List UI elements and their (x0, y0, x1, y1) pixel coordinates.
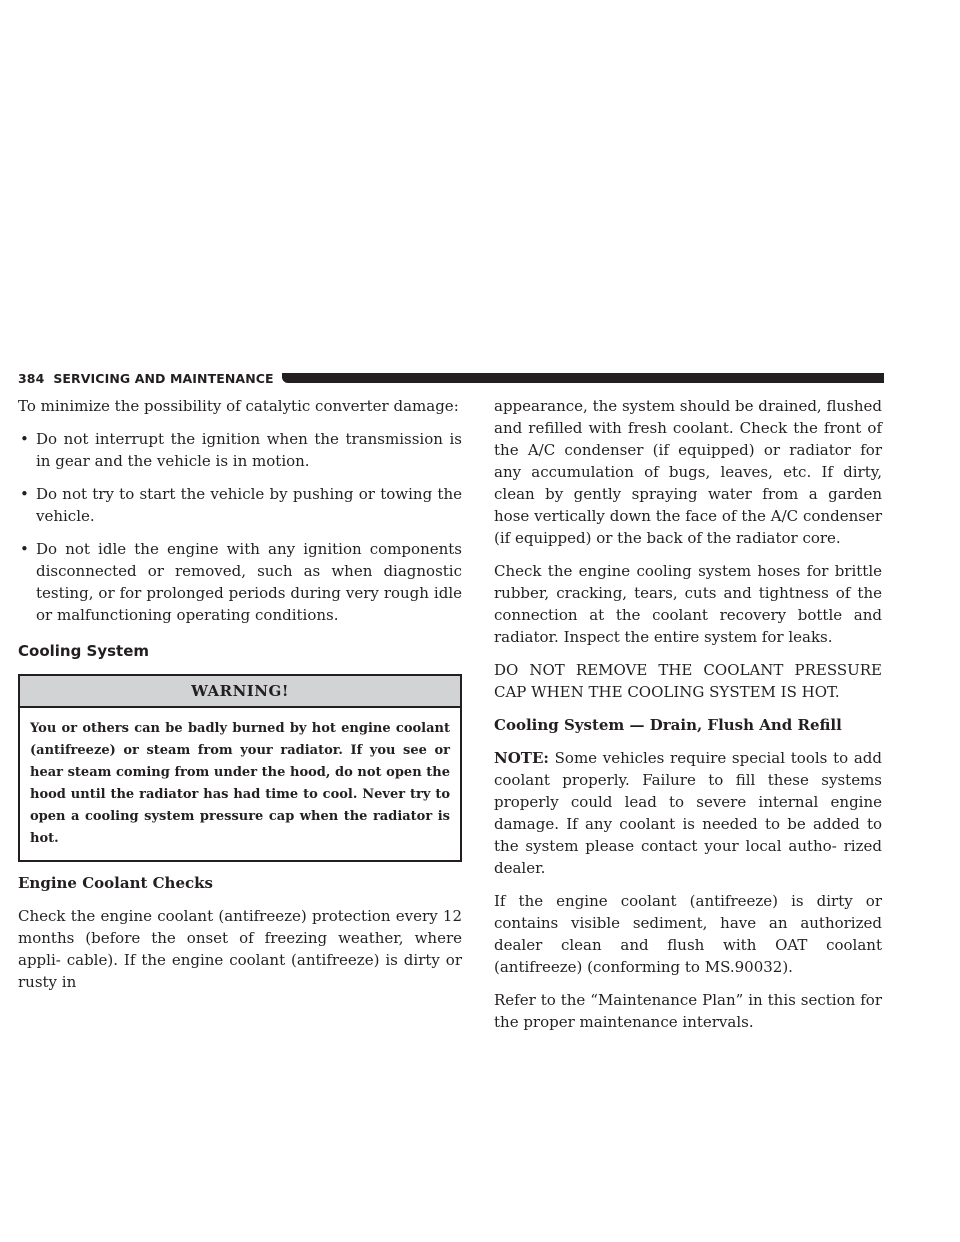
sediment-paragraph: If the engine coolant (antifreeze) is dirty or contains visible sediment, have an authorized dealer clean and flush with OAT coolant (antifreeze) (conforming to MS.90032). (494, 892, 882, 976)
right-column (494, 395, 882, 1044)
left-column (18, 395, 462, 1004)
page-number: 384 (18, 370, 45, 386)
bullet-icon: • (20, 540, 29, 558)
page-header-text (18, 371, 274, 386)
drain-flush-refill-heading: Cooling System — Drain, Flush And Refill (494, 716, 842, 734)
warning-body: You or others can be badly burned by hot engine coolant (antifreeze) or steam from your radiator. If you see or hear steam coming from under the hood, do not open the hood until the radiator has had time to cool. Never try to open a cooling system pressure cap when the radiator is hot. (30, 721, 450, 846)
list-item (18, 538, 462, 626)
bullet-icon: • (20, 485, 29, 503)
catalytic-bullet-list (18, 428, 462, 626)
page-header (18, 371, 884, 385)
maintenance-plan-paragraph: Refer to the “Maintenance Plan” in this section for the proper maintenance intervals. (494, 991, 882, 1031)
list-item (18, 428, 462, 472)
note-text: Some vehicles require special tools to add coolant properly. Failure to fill these systems properly could lead to severe internal engine damage. If any coolant is needed to be added to the system please contact your local autho- rized dealer. (494, 749, 882, 877)
coolant-appearance-paragraph: appearance, the system should be drained, flushed and refilled with fresh coolant. Check the front of the A/C condenser (if equipped) or radiator for any accumulation of bugs, leaves, etc. If dirty, clean by gently spraying water from a garden hose vertically down the face of the A/C condenser (if equipped) or the back of the radiator core. (494, 397, 882, 547)
pressure-cap-paragraph: DO NOT REMOVE THE COOLANT PRESSURE CAP WHEN THE COOLING SYSTEM IS HOT. (494, 661, 882, 701)
note-label: NOTE: (494, 749, 549, 767)
engine-coolant-checks-heading: Engine Coolant Checks (18, 874, 213, 892)
list-item-text: Do not idle the engine with any ignition components disconnected or removed, such as when diagnostic testing, or for prolonged periods during very rough idle or malfunctioning operating conditions. (36, 540, 462, 624)
hoses-paragraph: Check the engine cooling system hoses for brittle rubber, cracking, tears, cuts and tightness of the connection at the coolant recovery bottle and radiator. Inspect the entire system for leaks. (494, 562, 882, 646)
header-bar (282, 373, 884, 383)
warning-box (18, 674, 462, 862)
note-paragraph (494, 747, 882, 879)
intro-paragraph: To minimize the possibility of catalytic converter damage: (18, 397, 459, 415)
list-item-text: Do not try to start the vehicle by pushing or towing the vehicle. (36, 485, 462, 525)
warning-title: WARNING! (20, 676, 460, 708)
coolant-checks-paragraph: Check the engine coolant (antifreeze) protection every 12 months (before the onset of freezing weather, where appli- cable). If the engine coolant (antifreeze) is dirty or rusty in (18, 907, 462, 991)
section-title: SERVICING AND MAINTENANCE (53, 370, 274, 386)
cooling-system-heading: Cooling System (18, 642, 150, 660)
list-item (18, 483, 462, 527)
list-item-text: Do not interrupt the ignition when the transmission is in gear and the vehicle is in motion. (36, 430, 462, 470)
bullet-icon: • (20, 430, 29, 448)
